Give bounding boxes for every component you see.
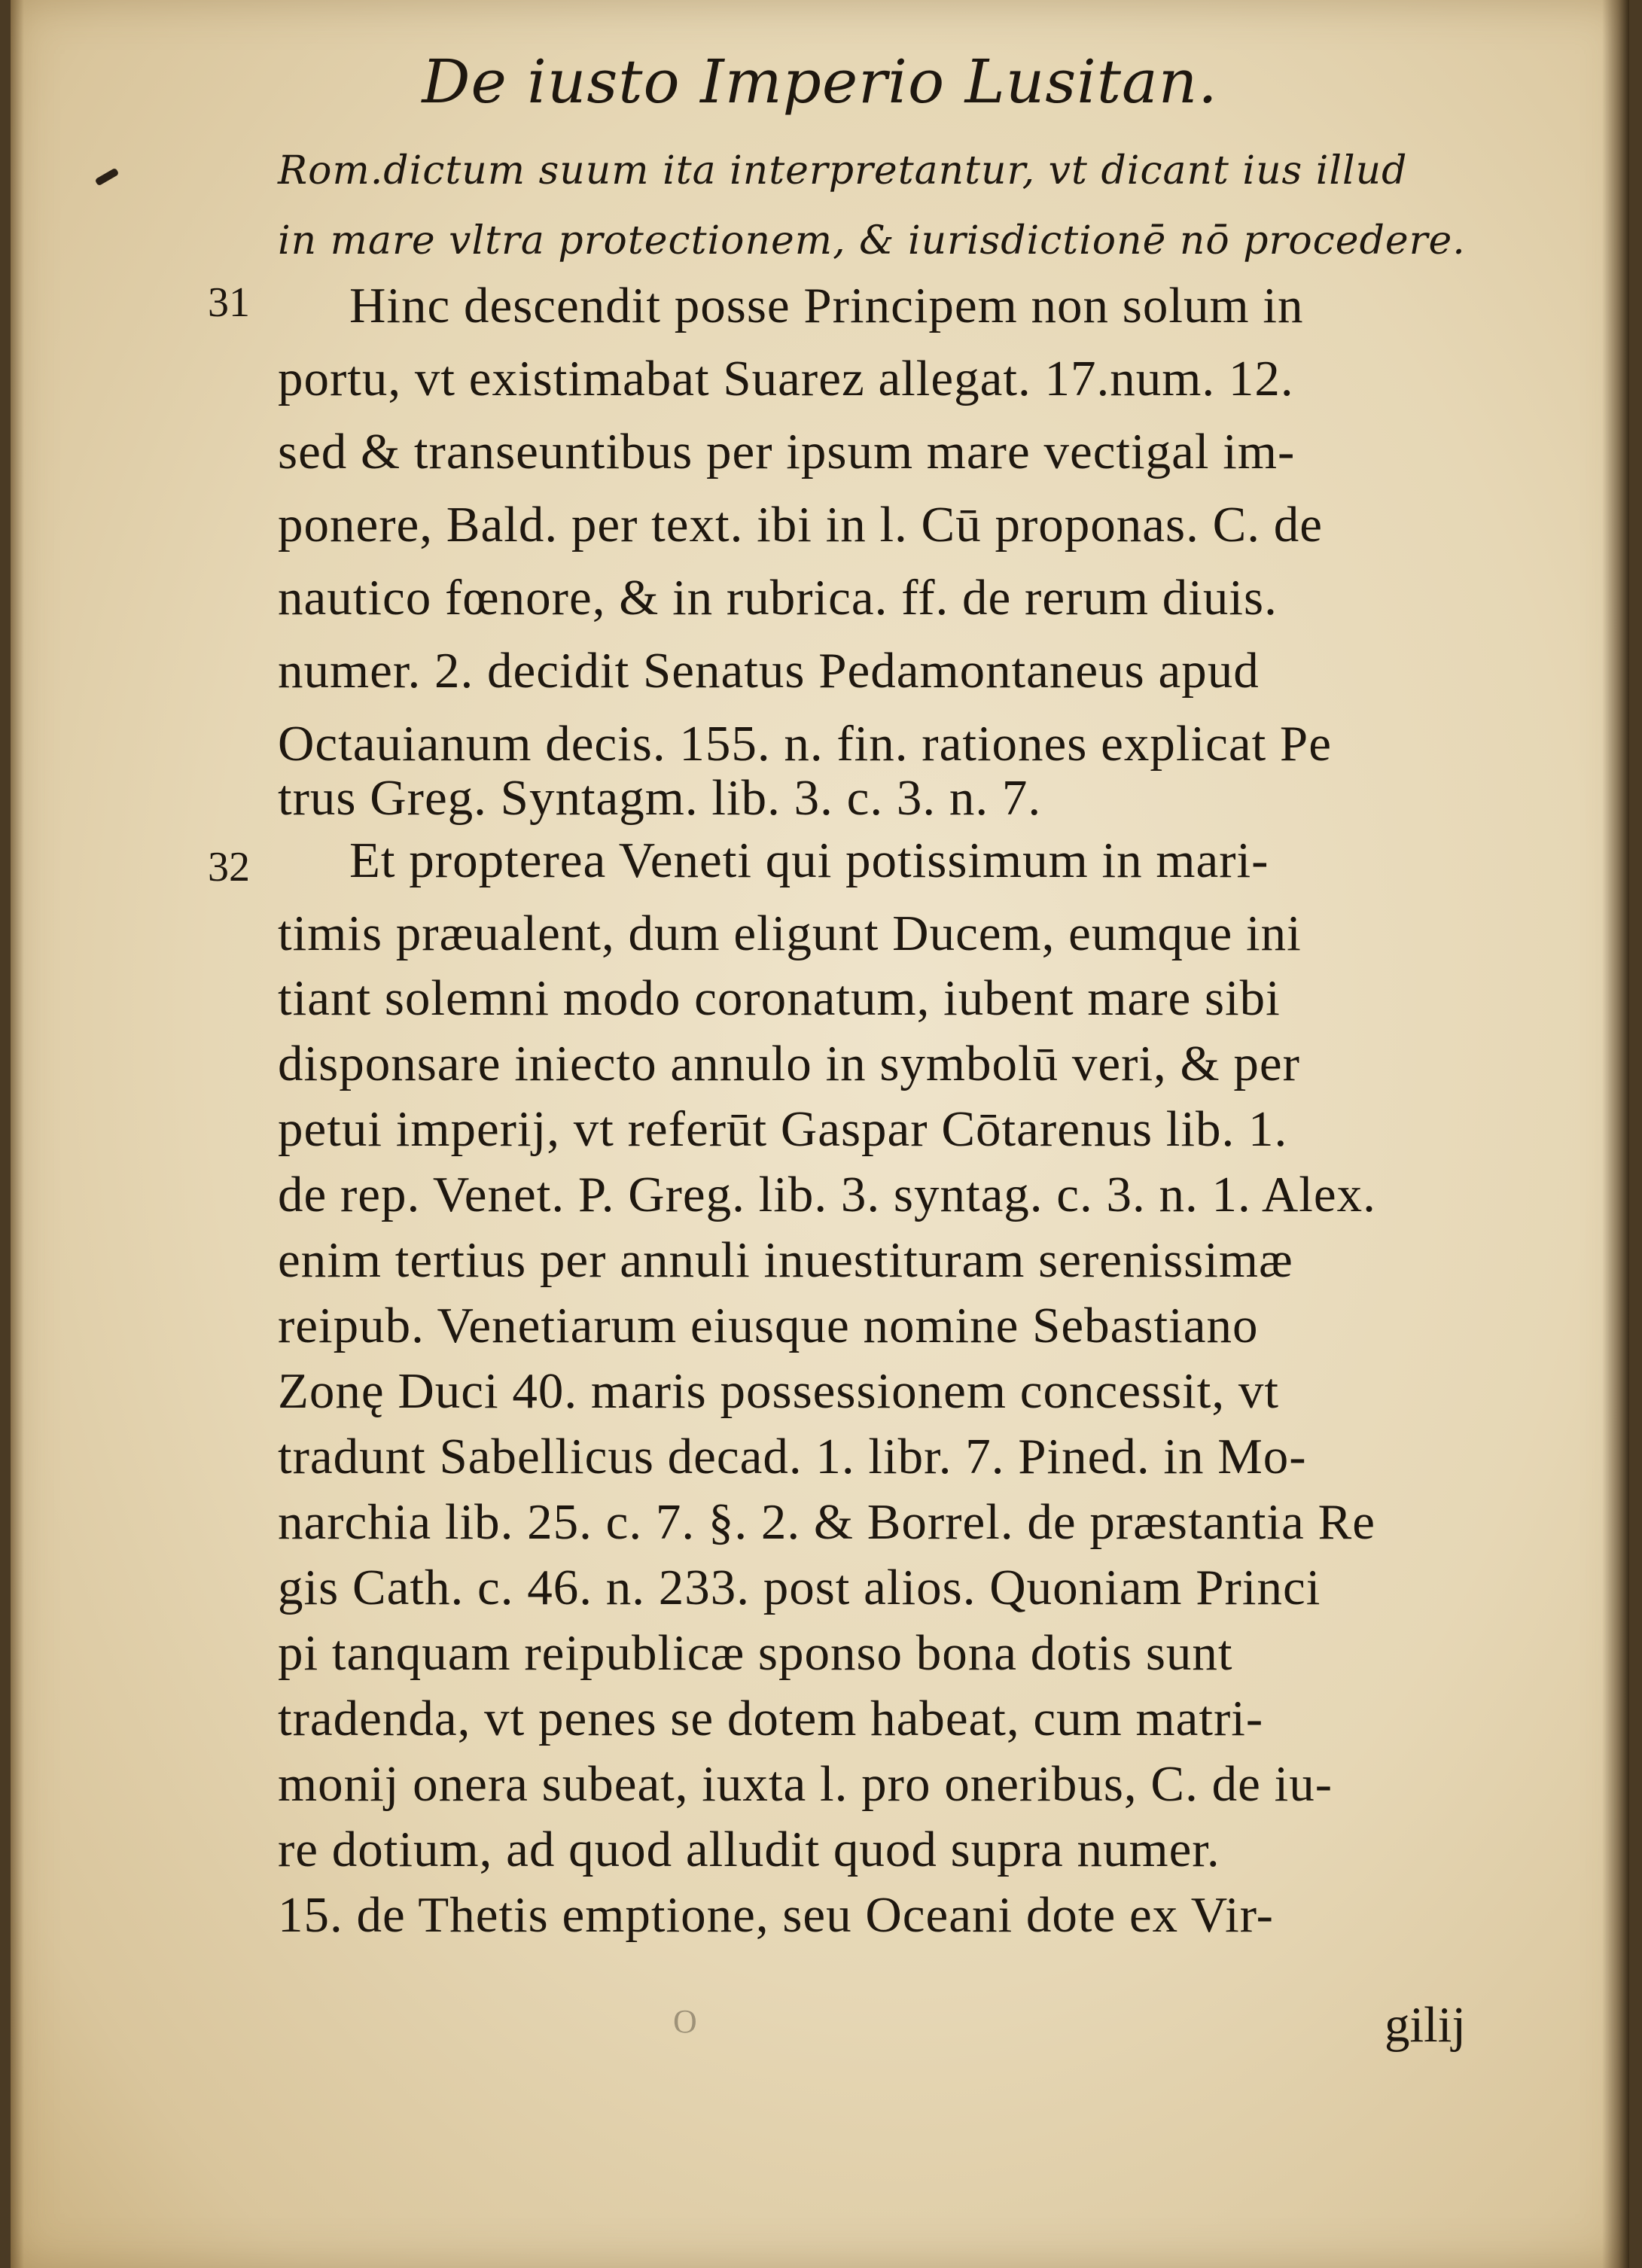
signature-mark: O — [673, 2003, 697, 2040]
text-line: Zonę Duci 40. maris possessionem concessit, vt — [278, 1363, 1279, 1419]
text-line: trus Greg. Syntagm. lib. 3. c. 3. n. 7. — [278, 770, 1042, 826]
text-line: tiant solemni modo coronatum, iubent mare sibi — [278, 970, 1281, 1026]
running-head: De iusto Imperio Lusitan. — [422, 47, 1218, 117]
book-page — [11, 0, 1629, 2268]
paragraph-number: 32 — [208, 844, 250, 890]
text-line: timis præualent, dum eligunt Ducem, eumque ini — [278, 906, 1302, 961]
text-line: sed & transeuntibus per ipsum mare vectigal im- — [278, 424, 1296, 479]
text-line: gis Cath. c. 46. n. 233. post alios. Quoniam Princi — [278, 1560, 1321, 1615]
text-line: pi tanquam reipublicæ sponso bona dotis sunt — [278, 1625, 1233, 1681]
text-line: enim tertius per annuli inuestituram serenissimæ — [278, 1232, 1293, 1288]
text-line: numer. 2. decidit Senatus Pedamontaneus apud — [278, 643, 1260, 699]
text-line: petui imperij, vt referūt Gaspar Cōtarenus lib. 1. — [278, 1101, 1288, 1157]
text-line: Hinc descendit posse Principem non solum in — [349, 278, 1304, 333]
catchword: gilij — [1385, 1997, 1466, 2053]
text-line: monij onera subeat, iuxta l. pro oneribus, C. de iu- — [278, 1756, 1333, 1812]
paragraph-number: 31 — [208, 279, 250, 326]
text-line: tradunt Sabellicus decad. 1. libr. 7. Pined. in Mo- — [278, 1429, 1307, 1484]
text-line: disponsare iniecto annulo in symbolū veri, & per — [278, 1036, 1300, 1091]
page-edge-right — [1602, 0, 1629, 2268]
ink-mark — [95, 168, 120, 187]
italic-line: Rom.dictum suum ita interpretantur, vt dicant ius illud — [278, 148, 1408, 193]
text-line: Octauianum decis. 155. n. fin. rationes explicat Pe — [278, 716, 1332, 772]
text-line: re dotium, ad quod alludit quod supra numer. — [278, 1822, 1220, 1877]
text-line: 15. de Thetis emptione, seu Oceani dote ex Vir- — [278, 1887, 1274, 1943]
text-line: de rep. Venet. P. Greg. lib. 3. syntag. c. 3. n. 1. Alex. — [278, 1167, 1376, 1222]
page-edge-left — [11, 0, 24, 2268]
text-line: ponere, Bald. per text. ibi in l. Cū proponas. C. de — [278, 497, 1324, 553]
text-line: nautico fœnore, & in rubrica. ff. de rerum diuis. — [278, 570, 1278, 626]
text-line: tradenda, vt penes se dotem habeat, cum matri- — [278, 1691, 1264, 1746]
text-line: narchia lib. 25. c. 7. §. 2. & Borrel. de præstantia Re — [278, 1494, 1375, 1550]
text-line: reipub. Venetiarum eiusque nomine Sebastiano — [278, 1298, 1259, 1353]
text-line: portu, vt existimabat Suarez allegat. 17.num. 12. — [278, 351, 1294, 406]
italic-line: in mare vltra protectionem, & iurisdictionē nō procedere. — [278, 218, 1466, 263]
text-line: Et propterea Veneti qui potissimum in mari- — [349, 833, 1269, 888]
